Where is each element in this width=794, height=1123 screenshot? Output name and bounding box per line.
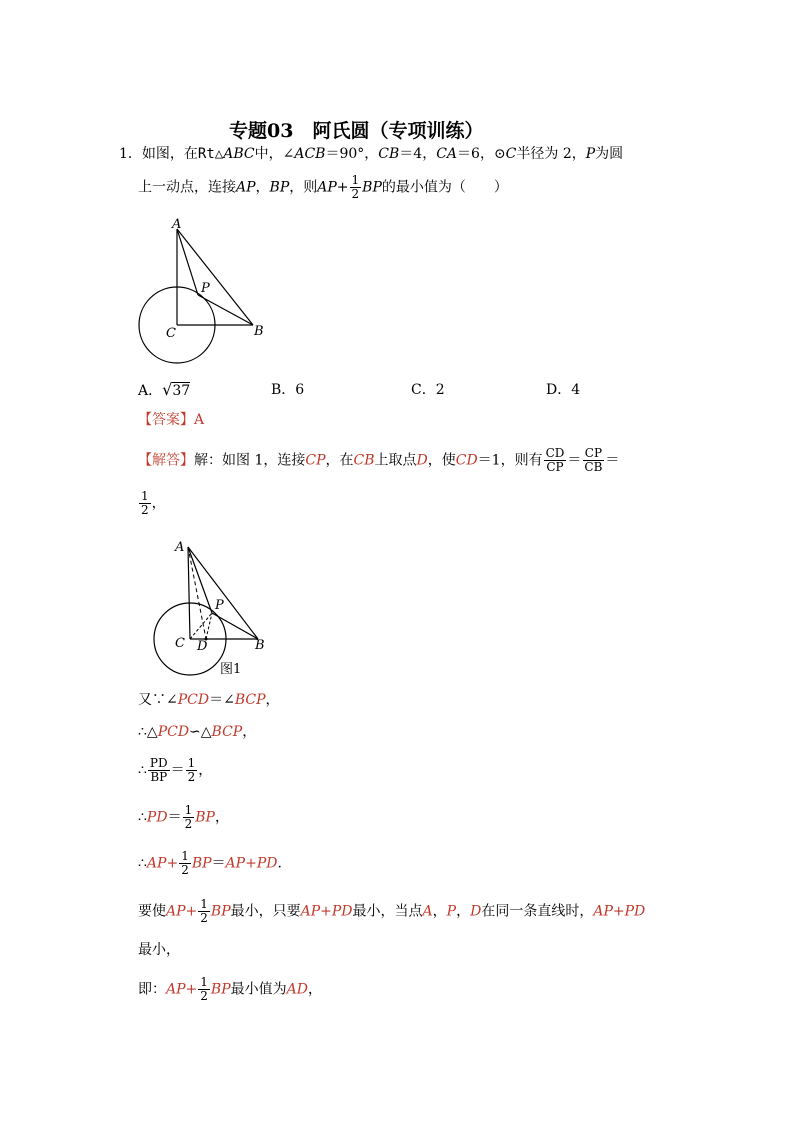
- label-b: B: [254, 324, 264, 339]
- label-c: C: [166, 326, 176, 341]
- step-7: 最小，: [138, 942, 180, 958]
- segment-ac: [188, 547, 190, 639]
- step-6: 要使AP+ $\frac{1}{2}$ BP最小，只要AP+PD最小，当点A，P，D在同一条直线时，AP+PD: [138, 897, 646, 925]
- sqrt-symbol: √: [162, 380, 173, 399]
- option-a: A．√37: [138, 380, 191, 399]
- label-c: C: [175, 636, 185, 651]
- question-line-2: 上一动点，连接AP，BP，则AP+ $\frac{1}{2}$ BP的最小值为（ ）: [138, 173, 508, 201]
- figure-caption: 图1: [220, 662, 242, 677]
- fraction-half: $\frac{1}{2}$: [351, 173, 360, 201]
- solution-line-2: $\frac{1}{2}$ ，: [141, 489, 166, 517]
- option-c: C．2: [411, 382, 445, 398]
- label-p: P: [201, 281, 210, 296]
- step-8: 即：AP+ $\frac{1}{2}$ BP最小值为AD，: [138, 975, 322, 1003]
- step-5: ∴AP+ $\frac{1}{2}$ BP＝AP+PD．: [138, 849, 292, 877]
- step-1: 又∵∠PCD＝∠BCP，: [138, 692, 280, 708]
- segment-ab: [177, 229, 253, 325]
- fraction-cp-cb: $\frac{CP}{CB}$: [584, 446, 603, 474]
- fraction-cd-cp: $\frac{CD}{CP}$: [545, 446, 565, 474]
- answer-line: 【答案】A: [138, 412, 205, 428]
- segment-ap: [177, 229, 198, 295]
- page-title: 专题03 阿氏圆（专项训练）: [229, 120, 484, 142]
- step-4: ∴PD＝ $\frac{1}{2}$ BP，: [138, 803, 229, 831]
- question-number: 1．: [119, 146, 142, 162]
- label-d: D: [197, 639, 208, 654]
- answer-value: A: [194, 412, 205, 428]
- label-b: B: [255, 638, 265, 653]
- segment-bp: [198, 295, 253, 325]
- fraction-half: $\frac{1}{2}$: [141, 489, 149, 517]
- figure-2-diagram: [140, 535, 280, 685]
- figure-1-diagram: [130, 215, 270, 375]
- question-line-1: 1．如图，在Rt△ABC中，∠ACB＝90°，CB＝4，CA＝6，⊙C半径为 2，P为圆: [119, 146, 624, 162]
- option-b: B．6: [271, 382, 305, 398]
- label-a: A: [175, 540, 185, 555]
- option-d: D．4: [546, 382, 581, 398]
- step-2: ∴△PCD∽△BCP，: [138, 724, 257, 740]
- segment-ad-dashed: [188, 547, 206, 639]
- label-a: A: [172, 217, 182, 232]
- segment-bp: [212, 613, 258, 639]
- step-3: ∴ $\frac{PD}{BP}$ ＝ $\frac{1}{2}$ ，: [138, 756, 213, 784]
- segment-pd-dashed: [206, 613, 212, 639]
- segment-cp-dashed: [190, 613, 212, 639]
- label-p: P: [215, 598, 224, 613]
- solution-line-1: 【解答】解：如图 1，连接CP，在CB上取点D，使CD＝1，则有 $\frac{CD}{CP}$ ＝ $\frac{CP}{CB}$ ＝: [138, 446, 620, 474]
